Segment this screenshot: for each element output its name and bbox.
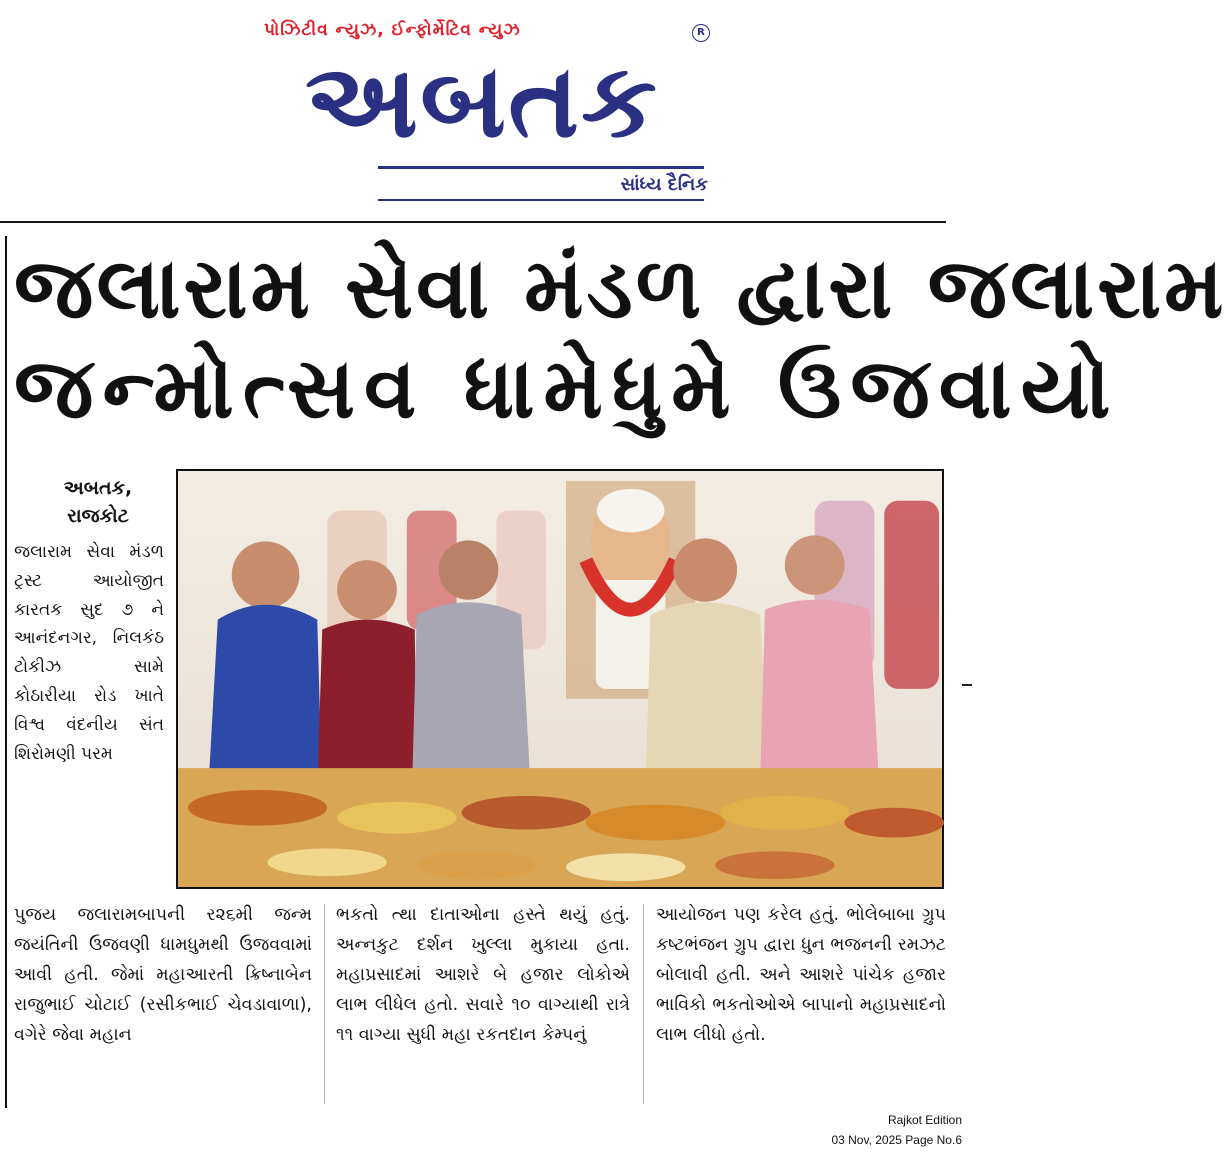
edition-label: Rajkot Edition xyxy=(887,1113,962,1127)
headline-line-2: જન્મોત્સવ ધામેધુમે ઉજવાયો xyxy=(14,339,1120,437)
article-column-3: આયોજન પણ કરેલ હતું. ભોલેબાબા ગ્રુપ કષ્ટભંજન ગ્રુપ દ્વારા ધુન ભજનની રમઝટ બોલાવી હતી. અને આશરે પાંચેક હજાર ભાવિકો ભકતોઓએ બાપાનો મહાપ્રસાદનો લાભ લીધો હતો. xyxy=(656,905,946,1045)
event-photo-illustration xyxy=(178,471,942,887)
registered-mark-icon: R xyxy=(692,24,710,42)
byline-city: રાજકોટ xyxy=(67,505,129,527)
article-column-1: પુજય જલારામબાપની ર૨૬મી જન્મ જયંતિની ઉજવણી ધામધુમથી ઉજવવામાં આવી હતી. જેમાં મહાઆરતી ક્રિષ્નાબેન રાજુભાઈ ચોટાઈ (રસીકભાઈ ચેવડાવાળા), વગેરે જેવા મહાન xyxy=(14,905,312,1045)
subtag-underline xyxy=(378,199,704,201)
edge-mark xyxy=(962,684,972,686)
headline-line-1: જલારામ સેવા મંડળ દ્વારા જલારામ xyxy=(14,239,1226,337)
article-column-2: ભકતો ત્થા દાતાઓના હસ્તે થયું હતું. અન્નકુટ દર્શન ખુલ્લા મુકાયા હતા. મહાપ્રસાદમાં આશરે બે હજાર લોકોએ લાભ લીધેલ હતો. સવારે ૧૦ વાગ્યાથી રાત્રે ૧૧ વાગ્યા સુધી મહા રકતદાન કેમ્પનું xyxy=(336,905,630,1045)
column-divider xyxy=(643,904,644,1104)
article-column-intro: જલારામ સેવા મંડળ ટ્રસ્ટ આયોજીત કારતક સુદ ૭ ને આનંદનગર, નિલકંઠ ટોકીઝ સામે કોઠારીયા રોડ ખાતે વિશ્વ વંદનીય સંત શિરોમણી પરમ xyxy=(14,542,164,764)
page-footer xyxy=(762,1110,962,1150)
article-headline xyxy=(14,238,1226,454)
date-page-label: 03 Nov, 2025 Page No.6 xyxy=(831,1133,962,1147)
column-divider xyxy=(324,904,325,1104)
masthead xyxy=(0,0,972,224)
article-left-rule xyxy=(5,236,7,1108)
event-photo xyxy=(176,469,944,889)
masthead-subtag: સાંધ્ય દૈનિક xyxy=(620,174,708,195)
byline-source: અબતક, xyxy=(63,477,133,499)
masthead-tagline: પોઝિટીવ ન્યુઝ, ઈન્ફોર્મેટિવ ન્યુઝ xyxy=(264,20,521,40)
article-byline xyxy=(38,474,158,530)
masthead-divider xyxy=(0,221,946,223)
newspaper-logo: અબતક xyxy=(304,42,660,161)
logo-rule xyxy=(378,166,704,169)
